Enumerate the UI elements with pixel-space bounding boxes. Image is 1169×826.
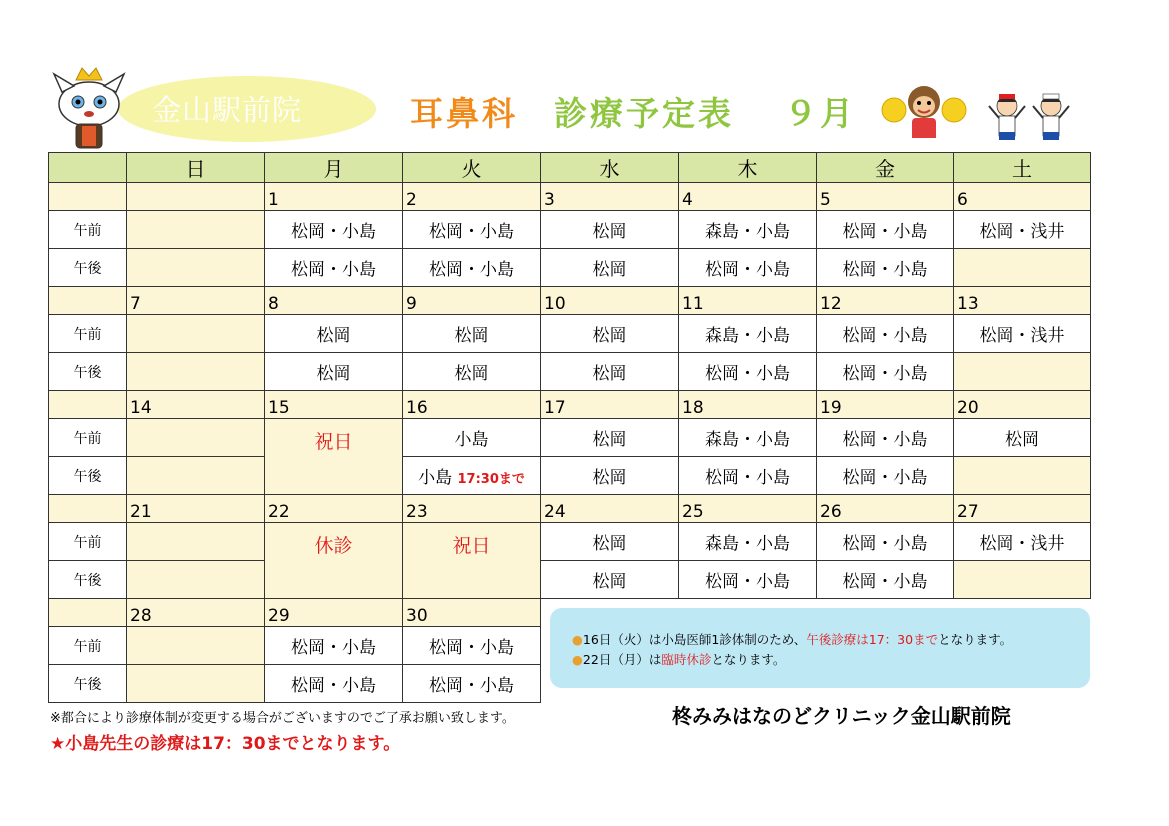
pm-label: 午後 — [49, 249, 127, 287]
am-label: 午前 — [49, 315, 127, 353]
dept-name: 耳鼻科 — [410, 94, 518, 133]
date-cell: 5 — [817, 183, 954, 211]
date-cell: 23 — [403, 495, 541, 523]
slot-cell: 森島・小島 — [679, 315, 817, 353]
am-label: 午前 — [49, 523, 127, 561]
date-cell: 28 — [127, 599, 265, 627]
date-cell: 21 — [127, 495, 265, 523]
date-cell: 26 — [817, 495, 954, 523]
slot-cell — [954, 353, 1091, 391]
slot-cell: 松岡・小島 — [265, 211, 403, 249]
pm-label: 午後 — [49, 353, 127, 391]
week4-am-row — [49, 523, 1091, 561]
slot-cell: 松岡・小島 — [403, 665, 541, 703]
slot-cell: 松岡・小島 — [817, 353, 954, 391]
am-label: 午前 — [49, 419, 127, 457]
mascot-cat-illustration — [46, 66, 132, 152]
date-cell: 2 — [403, 183, 541, 211]
date-cell: 6 — [954, 183, 1091, 211]
slot-cell: 松岡・小島 — [817, 457, 954, 495]
slot-cell: 松岡 — [541, 249, 679, 287]
date-cell: 7 — [127, 287, 265, 315]
slot-cell — [127, 353, 265, 391]
notice-text: 16日（火）は小島医師1診体制のため、 — [582, 632, 807, 647]
date-cell: 15 — [265, 391, 403, 419]
slot-cell: 森島・小島 — [679, 419, 817, 457]
date-cell: 14 — [127, 391, 265, 419]
slot-cell: 森島・小島 — [679, 211, 817, 249]
children-cheering-illustration — [985, 92, 1075, 144]
weekday-fri: 金 — [817, 153, 954, 183]
date-cell: 30 — [403, 599, 541, 627]
slot-cell: 松岡・小島 — [817, 315, 954, 353]
corner-cell — [49, 153, 127, 183]
date-cell: 19 — [817, 391, 954, 419]
date-cell: 10 — [541, 287, 679, 315]
bullet-icon: ● — [572, 652, 583, 667]
clinic-name: 柊みみはなのどクリニック金山駅前院 — [672, 704, 1011, 728]
weekday-mon: 月 — [265, 153, 403, 183]
date-cell: 18 — [679, 391, 817, 419]
slot-cell: 松岡・小島 — [817, 249, 954, 287]
date-cell: 24 — [541, 495, 679, 523]
week4-spacer — [49, 495, 127, 523]
slot-cell: 松岡・小島 — [265, 665, 403, 703]
slot-cell: 松岡 — [541, 523, 679, 561]
slot-cell: 松岡・小島 — [817, 523, 954, 561]
slot-cell — [127, 457, 265, 495]
slot-cell: 松岡・小島 — [679, 561, 817, 599]
month-label: ９月 — [784, 94, 856, 133]
slot-cell: 森島・小島 — [679, 523, 817, 561]
slot-cell: 松岡・浅井 — [954, 523, 1091, 561]
branch-name: 金山駅前院 — [152, 93, 303, 127]
slot-cell: 松岡 — [403, 353, 541, 391]
slot-cell: 松岡 — [541, 457, 679, 495]
date-cell: 4 — [679, 183, 817, 211]
slot-cell — [127, 627, 265, 665]
notice-box — [550, 608, 1090, 688]
closed-cell: 休診 — [265, 523, 403, 599]
week5-spacer — [49, 599, 127, 627]
slot-cell-with-note — [403, 457, 541, 495]
slot-cell: 松岡 — [954, 419, 1091, 457]
date-cell: 16 — [403, 391, 541, 419]
date-cell: 11 — [679, 287, 817, 315]
slot-cell: 松岡 — [541, 211, 679, 249]
slot-cell — [127, 211, 265, 249]
slot-cell: 松岡・浅井 — [954, 211, 1091, 249]
slot-cell: 松岡・小島 — [817, 561, 954, 599]
slot-cell: 松岡 — [541, 419, 679, 457]
slot-cell: 松岡 — [265, 315, 403, 353]
week4-date-row — [49, 495, 1091, 523]
notice-text: となります。 — [711, 652, 786, 667]
notice-highlight: 午後診療は17：30まで — [806, 632, 939, 647]
weekday-header-row — [49, 153, 1091, 183]
slot-cell — [954, 249, 1091, 287]
weekday-wed: 水 — [541, 153, 679, 183]
notice-line-1 — [572, 630, 1012, 648]
week1-pm-row — [49, 249, 1091, 287]
am-label: 午前 — [49, 211, 127, 249]
slot-cell: 松岡・小島 — [265, 249, 403, 287]
weekday-tue: 火 — [403, 153, 541, 183]
slot-cell: 松岡 — [541, 353, 679, 391]
date-cell: 8 — [265, 287, 403, 315]
monkey-cheerleader-illustration — [880, 80, 968, 160]
pm-label: 午後 — [49, 561, 127, 599]
date-cell: 20 — [954, 391, 1091, 419]
slot-cell: 松岡・小島 — [265, 627, 403, 665]
week3-date-row — [49, 391, 1091, 419]
date-cell: 27 — [954, 495, 1091, 523]
date-cell: 12 — [817, 287, 954, 315]
slot-cell: 松岡・小島 — [403, 211, 541, 249]
date-cell: 25 — [679, 495, 817, 523]
slot-cell: 松岡・小島 — [403, 627, 541, 665]
week1-spacer — [49, 183, 127, 211]
slot-cell — [954, 561, 1091, 599]
week2-pm-row — [49, 353, 1091, 391]
weekday-thu: 木 — [679, 153, 817, 183]
page-title — [410, 88, 856, 135]
slot-cell: 松岡・浅井 — [954, 315, 1091, 353]
week2-date-row — [49, 287, 1091, 315]
slot-cell: 松岡・小島 — [817, 419, 954, 457]
week4-pm-row — [49, 561, 1091, 599]
date-cell: 17 — [541, 391, 679, 419]
slot-cell — [127, 419, 265, 457]
weekday-sun: 日 — [127, 153, 265, 183]
slot-cell: 松岡・小島 — [679, 457, 817, 495]
week1-am-row — [49, 211, 1091, 249]
date-cell: 3 — [541, 183, 679, 211]
notice-text: となります。 — [938, 632, 1013, 647]
slot-time-note: 17:30まで — [457, 472, 525, 487]
bullet-icon: ● — [572, 632, 583, 647]
slot-cell: 松岡・小島 — [679, 353, 817, 391]
pm-label: 午後 — [49, 665, 127, 703]
week1-date-row — [49, 183, 1091, 211]
holiday-cell: 祝日 — [265, 419, 403, 495]
slot-cell — [127, 561, 265, 599]
slot-cell: 松岡 — [541, 561, 679, 599]
slot-cell — [127, 249, 265, 287]
am-label: 午前 — [49, 627, 127, 665]
slot-cell: 松岡・小島 — [817, 211, 954, 249]
date-cell: 13 — [954, 287, 1091, 315]
slot-cell: 松岡 — [403, 315, 541, 353]
date-cell: 9 — [403, 287, 541, 315]
slot-cell — [954, 457, 1091, 495]
date-cell — [127, 183, 265, 211]
slot-cell: 松岡・小島 — [679, 249, 817, 287]
slot-cell — [127, 315, 265, 353]
slot-cell — [127, 523, 265, 561]
week2-am-row — [49, 315, 1091, 353]
slot-cell — [127, 665, 265, 703]
notice-highlight: 臨時休診 — [661, 652, 712, 667]
slot-cell: 松岡 — [541, 315, 679, 353]
notice-line-2 — [572, 650, 785, 668]
weekday-sat: 土 — [954, 153, 1091, 183]
notice-text: 22日（月）は — [582, 652, 662, 667]
date-cell: 22 — [265, 495, 403, 523]
schedule-label: 診療予定表 — [554, 94, 734, 133]
branch-badge — [118, 76, 376, 142]
pm-label: 午後 — [49, 457, 127, 495]
disclaimer-text: ※都合により診療体制が変更する場合がございますのでご了承お願い致します。 — [50, 711, 515, 726]
slot-doctor: 小島 — [418, 468, 453, 488]
slot-cell: 小島 — [403, 419, 541, 457]
holiday-cell: 祝日 — [403, 523, 541, 599]
week3-am-row — [49, 419, 1091, 457]
week3-spacer — [49, 391, 127, 419]
date-cell: 29 — [265, 599, 403, 627]
slot-cell: 松岡・小島 — [403, 249, 541, 287]
slot-cell: 松岡 — [265, 353, 403, 391]
date-cell: 1 — [265, 183, 403, 211]
week2-spacer — [49, 287, 127, 315]
kojima-note: ★小島先生の診療は17：30までとなります。 — [50, 734, 401, 754]
week3-pm-row — [49, 457, 1091, 495]
